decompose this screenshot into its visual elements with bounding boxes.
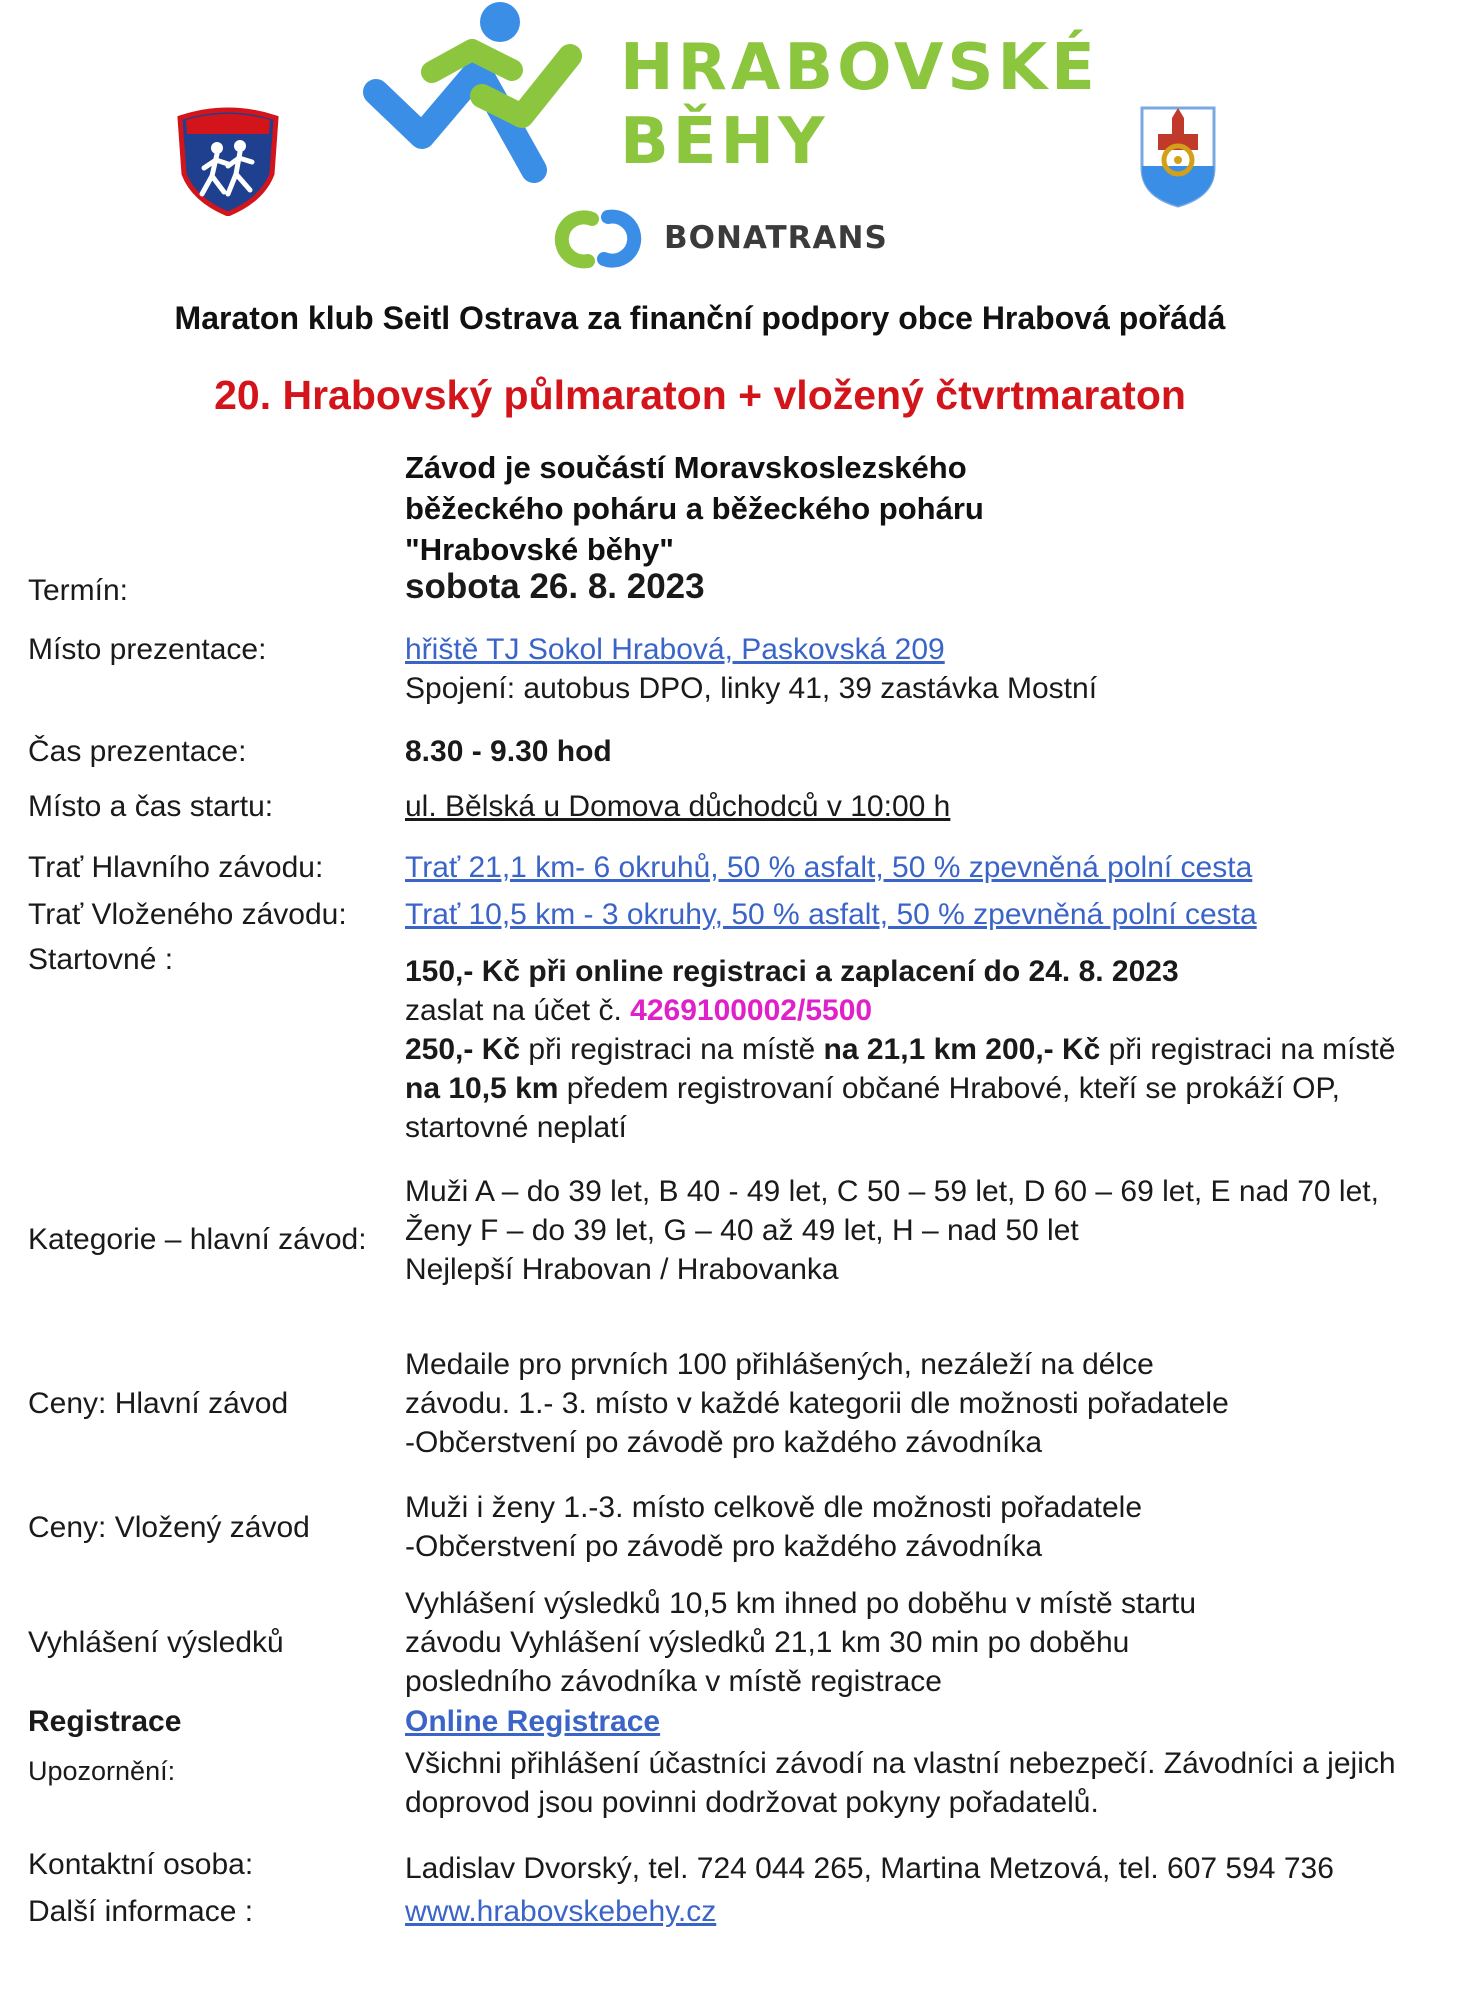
website-link[interactable]: www.hrabovskebehy.cz [405, 1895, 717, 1928]
ceny-vlozeny-label: Ceny: Vložený závod [28, 1511, 310, 1544]
kontakt-value: Ladislav Dvorský, tel. 724 044 265, Martina Metzová, tel. 607 594 736 [405, 1852, 1334, 1885]
termin-label: Termín: [28, 574, 129, 607]
brand-name-line2: BĚHY [620, 105, 829, 179]
startovne-value [405, 952, 1415, 1147]
cas-prezentace-label: Čas prezentace: [28, 735, 247, 768]
sponsor-logo-icon [548, 205, 648, 273]
startovne-ucet: zaslat na účet č. 4269100002/5500 [405, 994, 873, 1027]
cup-line: Závod je součástí Moravskoslezského [405, 450, 967, 485]
upozorneni-value: Všichni přihlášení účastníci závodí na vlastní nebezpečí. Závodníci a jejich doprovod jsou povinni dodržovat pokyny pořadatelů. [405, 1747, 1396, 1819]
dalsi-label: Další informace : [28, 1895, 254, 1928]
organizer-line: Maraton klub Seitl Ostrava za finanční podpory obce Hrabová pořádá [174, 300, 1226, 336]
cup-line: "Hrabovské běhy" [405, 532, 674, 567]
ceny-vlozeny-value: Muži i ženy 1.-3. místo celkově dle možnosti pořadatele -Občerstvení po závodě pro každého závodníka [405, 1491, 1143, 1563]
misto-prezentace-value [405, 630, 1415, 708]
municipality-crest [1138, 104, 1218, 208]
trat-vlozeny-label: Trať Vloženého závodu: [28, 898, 347, 931]
kategorie-zeny: Ženy F – do 39 let, G – 40 až 49 let, H – nad 50 let [405, 1214, 1079, 1247]
startovne-onsite: 250,- Kč při registraci na místě na 21,1 km 200,- Kč při registraci na místě na 10,5 km předem registrovaní občané Hrabové, kteří se prokáží OP, startovné neplatí [405, 1033, 1396, 1144]
cas-prezentace-value: 8.30 - 9.30 hod [405, 735, 612, 768]
venue-link[interactable]: hřiště TJ Sokol Hrabová, Paskovská 209 [405, 633, 945, 666]
vyhlaseni-value: Vyhlášení výsledků 10,5 km ihned po doběhu v místě startu závodu Vyhlášení výsledků 21,1 km 30 min po doběhu posledního závodníka v místě registrace [405, 1587, 1197, 1698]
startovne-label: Startovné : [28, 943, 174, 976]
vyhlaseni-label: Vyhlášení výsledků [28, 1626, 284, 1659]
trat-vlozeny-link[interactable]: Trať 10,5 km - 3 okruhy, 50 % asfalt, 50 % zpevněná polní cesta [405, 898, 1257, 931]
start-label: Místo a čas startu: [28, 790, 274, 823]
kontakt-label: Kontaktní osoba: [28, 1848, 254, 1881]
startovne-online: 150,- Kč při online registraci a zaplacení do 24. 8. 2023 [405, 955, 1179, 988]
bank-account: 4269100002/5500 [630, 994, 873, 1027]
kategorie-label: Kategorie – hlavní závod: [28, 1223, 367, 1256]
kategorie-muzi: Muži A – do 39 let, B 40 - 49 let, C 50 – 59 let, D 60 – 69 let, E nad 70 let, [405, 1175, 1379, 1208]
trat-hlavni-link[interactable]: Trať 21,1 km- 6 okruhů, 50 % asfalt, 50 % zpevněná polní cesta [405, 851, 1253, 884]
trat-hlavni-label: Trať Hlavního závodu: [28, 851, 324, 884]
misto-prezentace-label: Místo prezentace: [28, 633, 267, 666]
online-registration-link[interactable]: Online Registrace [405, 1705, 661, 1738]
runner-logo-icon [362, 0, 588, 184]
race-title: 20. Hrabovský půlmaraton + vložený čtvrtmaraton [214, 372, 1186, 418]
ceny-hlavni-label: Ceny: Hlavní závod [28, 1387, 289, 1420]
ceny-hlavni-value: Medaile pro prvních 100 přihlášených, nezáleží na délce závodu. 1.- 3. místo v každé kategorii dle možnosti pořadatele -Občerstvení po závodě pro každého závodníka [405, 1348, 1229, 1459]
termin-value: sobota 26. 8. 2023 [405, 567, 705, 606]
kategorie-nejlepsi: Nejlepší Hrabovan / Hrabovanka [405, 1253, 839, 1286]
registrace-label: Registrace [28, 1705, 182, 1738]
kategorie-value [405, 1172, 1415, 1289]
cup-note [405, 447, 1305, 570]
spojeni-text: Spojení: autobus DPO, linky 41, 39 zastávka Mostní [405, 672, 1098, 705]
cup-line: běžeckého poháru a běžeckého poháru [405, 491, 984, 526]
sponsor-name: BONATRANS [664, 220, 888, 256]
running-club-logo [172, 104, 284, 216]
header [0, 0, 1464, 290]
upozorneni-label: Upozornění: [28, 1756, 176, 1786]
brand-name-line1: HRABOVSKÉ [620, 31, 1099, 105]
start-value: ul. Bělská u Domova důchodců v 10:00 h [405, 790, 951, 823]
